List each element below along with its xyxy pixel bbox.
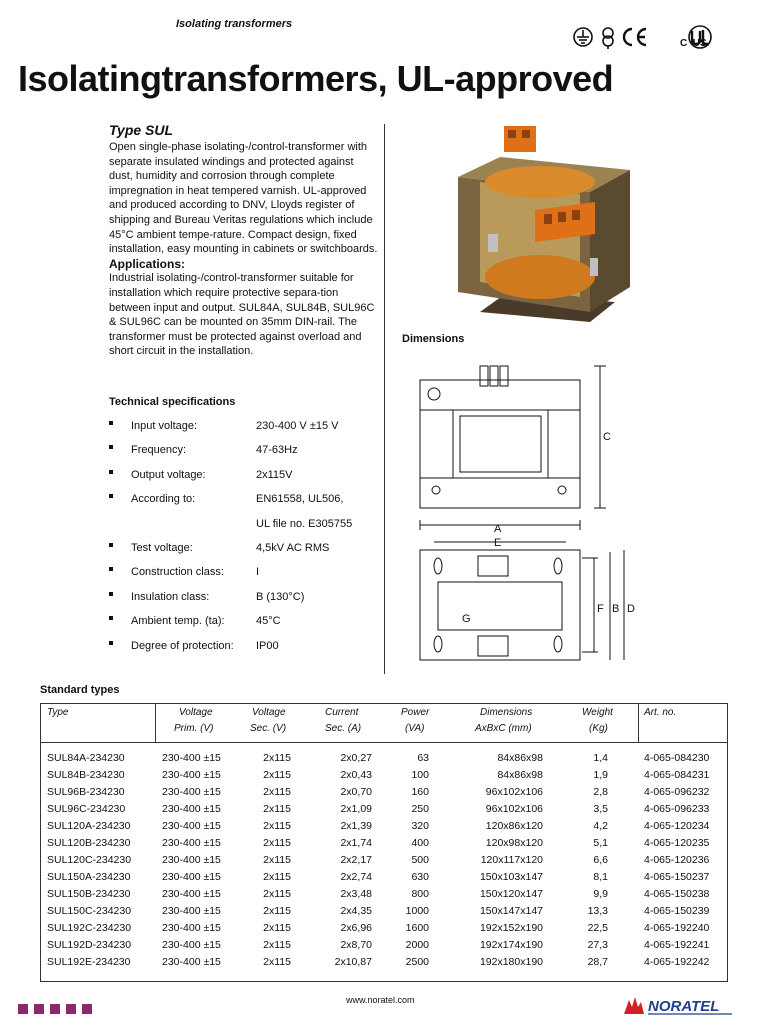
bullet: [109, 641, 113, 645]
cell-prim: 230-400 ±15: [162, 820, 221, 832]
spec-label: Ambient temp. (ta):: [131, 615, 225, 628]
cell-type: SUL84B-234230: [47, 769, 125, 781]
cell-art-no: 4-065-120235: [644, 837, 710, 849]
cell-power: 1000: [405, 905, 429, 917]
cell-power: 1600: [405, 922, 429, 934]
transformer-photo: [440, 122, 630, 322]
cell-current: 2x2,17: [340, 854, 372, 866]
cell-dimensions: 84x86x98: [497, 752, 543, 764]
dim-letter-e: E: [494, 537, 502, 549]
cell-power: 250: [411, 803, 429, 815]
cell-dimensions: 120x86x120: [485, 820, 543, 832]
spec-row: [109, 585, 379, 609]
col-header-weight: Weight: [582, 707, 613, 718]
cell-current: 2x2,74: [340, 871, 372, 883]
cell-sec: 2x115: [263, 820, 291, 832]
cell-current: 2x0,27: [340, 752, 372, 764]
col-header-prim-unit: Prim. (V): [174, 723, 214, 734]
cell-weight: 9,9: [593, 888, 608, 900]
cell-sec: 2x115: [263, 854, 291, 866]
bullet: [109, 470, 113, 474]
cell-type: SUL120B-234230: [47, 837, 131, 849]
cell-power: 100: [411, 769, 429, 781]
cell-prim: 230-400 ±15: [162, 905, 221, 917]
cell-current: 2x3,48: [340, 888, 372, 900]
cell-weight: 4,2: [593, 820, 608, 832]
spec-value: EN61558, UL506,: [256, 493, 344, 506]
cell-sec: 2x115: [263, 871, 291, 883]
cell-type: SUL150B-234230: [47, 888, 131, 900]
table-row: [41, 954, 727, 971]
spec-value: IP00: [256, 639, 279, 652]
col-header-type: Type: [47, 707, 69, 718]
cell-dimensions: 96x102x106: [485, 803, 543, 815]
cell-art-no: 4-065-120234: [644, 820, 710, 832]
cell-sec: 2x115: [263, 752, 291, 764]
cell-power: 320: [411, 820, 429, 832]
cell-dimensions: 192x152x190: [479, 922, 543, 934]
cell-type: SUL96B-234230: [47, 786, 125, 798]
standard-types-heading: Standard types: [40, 684, 120, 696]
cell-type: SUL84A-234230: [47, 752, 125, 764]
table-row: [41, 852, 727, 869]
spec-label: Output voltage:: [131, 468, 206, 481]
cell-power: 2500: [405, 956, 429, 968]
cell-weight: 22,5: [587, 922, 608, 934]
spec-row: [109, 487, 379, 511]
product-description: [109, 140, 379, 359]
cell-power: 500: [411, 854, 429, 866]
table-row: [41, 818, 727, 835]
cell-weight: 27,3: [587, 939, 608, 951]
cell-dimensions: 150x103x147: [479, 871, 543, 883]
cell-current: 2x4,35: [340, 905, 372, 917]
dim-letter-g: G: [462, 613, 471, 625]
dim-letter-b: B: [612, 603, 620, 615]
bullet: [109, 494, 113, 498]
cell-sec: 2x115: [263, 837, 291, 849]
tech-specs-heading: Technical specifications: [109, 396, 236, 408]
cell-weight: 5,1: [593, 837, 608, 849]
col-header-current-unit: Sec. (A): [325, 723, 362, 734]
cell-art-no: 4-065-192242: [644, 956, 710, 968]
cell-prim: 230-400 ±15: [162, 769, 221, 781]
cell-current: 2x0,43: [340, 769, 372, 781]
cell-current: 2x1,74: [340, 837, 372, 849]
spec-label: Input voltage:: [131, 420, 198, 432]
col-header-power: Power: [401, 707, 430, 718]
cell-type: SUL192D-234230: [47, 939, 132, 951]
footer-square-icon: [66, 1004, 76, 1014]
spec-label: Frequency:: [131, 444, 187, 457]
cell-art-no: 4-065-192241: [644, 939, 710, 951]
spec-value: 4,5kV AC RMS: [256, 541, 330, 554]
cell-art-no: 4-065-096233: [644, 803, 710, 815]
cell-prim: 230-400 ±15: [162, 888, 221, 900]
cell-sec: 2x115: [263, 888, 291, 900]
cell-art-no: 4-065-150239: [644, 905, 710, 917]
dim-letter-d: D: [627, 603, 635, 615]
cell-power: 160: [411, 786, 429, 798]
cell-current: 2x6,96: [340, 922, 372, 934]
cell-prim: 230-400 ±15: [162, 752, 221, 764]
cell-power: 400: [411, 837, 429, 849]
flame-icon: [624, 997, 644, 1014]
spec-label: Test voltage:: [131, 541, 193, 554]
cell-prim: 230-400 ±15: [162, 786, 221, 798]
page-title: Isolatingtransformers, UL-approved: [18, 58, 614, 99]
cell-dimensions: 96x102x106: [485, 786, 543, 798]
col-header-art-no: Art. no.: [644, 707, 677, 718]
footer-squares: [18, 1001, 98, 1011]
col-header-power-unit: (VA): [405, 723, 425, 734]
cell-current: 2x1,39: [340, 820, 372, 832]
spec-row: [109, 463, 379, 487]
cell-sec: 2x115: [263, 905, 291, 917]
table-row: [41, 784, 727, 801]
spec-value: B (130°C): [256, 590, 305, 603]
col-header-voltage-sec: Voltage: [252, 707, 286, 718]
spec-label: Construction class:: [131, 566, 224, 579]
col-header-dimensions: Dimensions: [480, 707, 533, 718]
cell-weight: 1,4: [593, 752, 608, 764]
cell-type: SUL150C-234230: [47, 905, 132, 917]
header-divider: [155, 704, 156, 742]
spec-value: UL file no. E305755: [256, 517, 353, 530]
cell-sec: 2x115: [263, 786, 291, 798]
col-header-dimensions-unit: AxBxC (mm): [475, 723, 532, 734]
spec-value: 45°C: [256, 615, 281, 628]
cell-dimensions: 84x86x98: [497, 769, 543, 781]
cell-type: SUL120A-234230: [47, 820, 131, 832]
cell-sec: 2x115: [263, 922, 291, 934]
cell-power: 630: [411, 871, 429, 883]
safety-transformer-icon: [603, 28, 613, 49]
cell-type: SUL120C-234230: [47, 854, 132, 866]
dim-letter-a: A: [494, 523, 502, 535]
footer-square-icon: [18, 1004, 28, 1014]
ce-mark-icon: [624, 29, 646, 45]
spec-row: [109, 560, 379, 584]
col-header-current: Current: [325, 707, 359, 718]
cell-dimensions: 150x147x147: [479, 905, 543, 917]
cell-dimensions: 192x174x190: [479, 939, 543, 951]
dimensions-drawing: [398, 360, 648, 680]
dimensions-label: Dimensions: [402, 333, 465, 345]
noratel-logo: [622, 994, 734, 1016]
ground-symbol-icon: [574, 28, 592, 46]
cell-prim: 230-400 ±15: [162, 939, 221, 951]
cell-art-no: 4-065-120236: [644, 854, 710, 866]
table-row: [41, 801, 727, 818]
spec-value: I: [256, 566, 260, 579]
bullet: [109, 616, 113, 620]
header-divider: [638, 704, 639, 742]
cell-power: 63: [417, 752, 429, 764]
bullet: [109, 567, 113, 571]
dim-letter-f: F: [597, 603, 604, 615]
cell-prim: 230-400 ±15: [162, 871, 221, 883]
section-label: Isolating transformers: [176, 18, 293, 30]
cell-dimensions: 120x98x120: [485, 837, 543, 849]
cell-weight: 13,3: [587, 905, 608, 917]
cell-sec: 2x115: [263, 939, 291, 951]
tech-specs-list: [109, 414, 379, 658]
cell-sec: 2x115: [263, 803, 291, 815]
cell-sec: 2x115: [263, 769, 291, 781]
footer-square-icon: [34, 1004, 44, 1014]
table-row: [41, 920, 727, 937]
bullet: [109, 421, 113, 425]
cell-weight: 28,7: [587, 956, 608, 968]
cell-art-no: 4-065-150238: [644, 888, 710, 900]
cell-art-no: 4-065-084230: [644, 752, 710, 764]
column-divider: [384, 124, 385, 674]
dim-letter-c: C: [603, 431, 611, 443]
cell-prim: 230-400 ±15: [162, 922, 221, 934]
footer-square-icon: [50, 1004, 60, 1014]
standard-types-table: [40, 703, 728, 982]
footer-url: www.noratel.com: [346, 995, 415, 1005]
cell-dimensions: 192x180x190: [479, 956, 543, 968]
description-text: Open single-phase isolating-/control-transformer with separate insulated windings and protected against dust, humidity and corrosion through complete impregnation in heat tempered varnish. UL-approved and produced according to DNV, Lloyds register of shipping and Bureau Veritas regulations which include 45°C ambient tempe-rature. Compact design, fixed installation, easy mounting in cabinets or switchboards.: [109, 141, 378, 256]
logo-text: NORATEL: [648, 998, 720, 1015]
spec-row: [109, 414, 379, 438]
cell-dimensions: 150x120x147: [479, 888, 543, 900]
cell-weight: 8,1: [593, 871, 608, 883]
product-type-title: Type SUL: [109, 122, 174, 138]
cell-weight: 2,8: [593, 786, 608, 798]
cell-art-no: 4-065-096232: [644, 786, 710, 798]
cell-type: SUL150A-234230: [47, 871, 131, 883]
header-rule: [41, 742, 727, 743]
cell-current: 2x0,70: [340, 786, 372, 798]
cell-power: 2000: [405, 939, 429, 951]
bullet: [109, 445, 113, 449]
cell-art-no: 4-065-150237: [644, 871, 710, 883]
spec-row: [109, 536, 379, 560]
table-body: [41, 750, 727, 971]
certification-icons: [572, 24, 750, 50]
col-header-voltage-prim: Voltage: [179, 707, 213, 718]
cell-type: SUL96C-234230: [47, 803, 126, 815]
table-row: [41, 869, 727, 886]
cell-current: 2x1,09: [340, 803, 372, 815]
table-row: [41, 750, 727, 767]
spec-value: 230-400 V ±15 V: [256, 420, 339, 432]
cell-power: 800: [411, 888, 429, 900]
col-header-weight-unit: (Kg): [589, 723, 608, 734]
cell-current: 2x8,70: [340, 939, 372, 951]
cell-weight: 1,9: [593, 769, 608, 781]
cell-prim: 230-400 ±15: [162, 837, 221, 849]
cell-prim: 230-400 ±15: [162, 803, 221, 815]
cell-art-no: 4-065-192240: [644, 922, 710, 934]
spec-value: 2x115V: [256, 468, 293, 481]
table-row: [41, 903, 727, 920]
cell-dimensions: 120x117x120: [480, 854, 543, 866]
spec-row: [109, 634, 379, 658]
applications-text: Industrial isolating-/control-transformer suitable for installation which require protective separa-tion between input and output. SUL84A, SUL84B, SUL96C & SUL96C can be mounted on 35mm DIN-rail. The transformer must be protected against overload and short circuit in the installation.: [109, 272, 375, 358]
table-row: [41, 767, 727, 784]
table-row: [41, 835, 727, 852]
spec-row: [109, 512, 379, 536]
footer-square-icon: [82, 1004, 92, 1014]
cell-prim: 230-400 ±15: [162, 956, 221, 968]
spec-value: 47-63Hz: [256, 444, 298, 457]
cell-type: SUL192C-234230: [47, 922, 132, 934]
cell-sec: 2x115: [263, 956, 291, 968]
bullet: [109, 543, 113, 547]
cell-current: 2x10,87: [334, 956, 372, 968]
table-row: [41, 886, 727, 903]
cert-region-text: C US: [680, 38, 707, 49]
cell-weight: 3,5: [593, 803, 608, 815]
spec-row: [109, 609, 379, 633]
cell-prim: 230-400 ±15: [162, 854, 221, 866]
cell-type: SUL192E-234230: [47, 956, 131, 968]
spec-label: Insulation class:: [131, 590, 210, 603]
spec-label: According to:: [131, 493, 196, 506]
table-row: [41, 937, 727, 954]
cell-art-no: 4-065-084231: [644, 769, 710, 781]
cell-weight: 6,6: [593, 854, 608, 866]
spec-row: [109, 438, 379, 462]
applications-heading: Applications:: [109, 256, 186, 271]
bullet: [109, 592, 113, 596]
col-header-sec-unit: Sec. (V): [250, 723, 287, 734]
spec-label: Degree of protection:: [131, 639, 234, 652]
